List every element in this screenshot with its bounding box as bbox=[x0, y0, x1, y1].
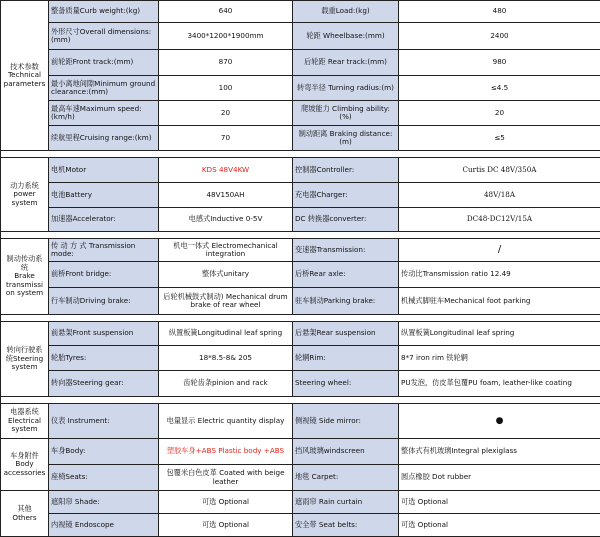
spec-value: ≤4.5 bbox=[399, 76, 600, 101]
spec-value: 包覆米白色皮革 Coated with beige leather bbox=[159, 465, 293, 491]
spec-label: 轮辋Rim: bbox=[293, 346, 399, 371]
spec-label: 整备质量Curb weight:(kg) bbox=[49, 1, 159, 23]
spec-value: 齿轮齿条pinion and rack bbox=[159, 371, 293, 397]
spec-label: Steering wheel: bbox=[293, 371, 399, 397]
category-others: 其他 Others bbox=[1, 491, 49, 537]
spec-value: 塑胶车身+ABS Plastic body +ABS bbox=[159, 439, 293, 465]
spec-value: 20 bbox=[159, 101, 293, 126]
section-gap bbox=[1, 315, 600, 322]
spec-value: KDS 48V4KW bbox=[159, 158, 293, 183]
section-gap bbox=[1, 397, 600, 404]
spec-value: 3400*1200*1900mm bbox=[159, 23, 293, 50]
spec-label: 遮雨帘 Rain curtain bbox=[293, 491, 399, 514]
spec-value: 机械式脚驻车Mechanical foot parking bbox=[399, 288, 600, 315]
spec-label: 载重Load:(kg) bbox=[293, 1, 399, 23]
spec-label: 前轮距Front track:(mm) bbox=[49, 50, 159, 76]
spec-label: 转向器Steering gear: bbox=[49, 371, 159, 397]
spec-label: 座椅Seats: bbox=[49, 465, 159, 491]
spec-label: 电机Motor bbox=[49, 158, 159, 183]
spec-value: 可选 Optional bbox=[399, 491, 600, 514]
spec-value: 100 bbox=[159, 76, 293, 101]
spec-value: DC48-DC12V/15A bbox=[399, 208, 600, 232]
spec-label: 加速器Accelerator: bbox=[49, 208, 159, 232]
spec-value: 机电一体式 Electromechanical integration bbox=[159, 239, 293, 262]
spec-value: 整体式unitary bbox=[159, 262, 293, 288]
spec-label: 安全带 Seat belts: bbox=[293, 514, 399, 537]
spec-value: 980 bbox=[399, 50, 600, 76]
spec-value: 2400 bbox=[399, 23, 600, 50]
section-gap bbox=[1, 151, 600, 158]
spec-label: 变速器Transmission: bbox=[293, 239, 399, 262]
spec-value: 纵置板簧Longitudinal leaf spring bbox=[399, 322, 600, 346]
spec-value: 70 bbox=[159, 126, 293, 151]
category-body: 车身附件 Body accessories bbox=[1, 439, 49, 491]
spec-value: 后轮机械鼓式制动) Mechanical drum brake of rear wheel bbox=[159, 288, 293, 315]
spec-label: 后桥Rear axle: bbox=[293, 262, 399, 288]
spec-label: 车身Body: bbox=[49, 439, 159, 465]
spec-label: 前桥Front bridge: bbox=[49, 262, 159, 288]
spec-label: 挡风玻璃windscreen bbox=[293, 439, 399, 465]
spec-label: 最高车速Maximum speed:(km/h) bbox=[49, 101, 159, 126]
spec-label: 地毯 Carpet: bbox=[293, 465, 399, 491]
category-brake: 制动传动系统 Brake transmissi on system bbox=[1, 239, 49, 315]
spec-label: 转弯半径 Turning radius:(m) bbox=[293, 76, 399, 101]
spec-value: 48V150AH bbox=[159, 183, 293, 208]
spec-value: PU发泡，仿皮革包覆PU foam, leather-like coating bbox=[399, 371, 600, 397]
spec-label: 传 动 方 式 Transmission mode: bbox=[49, 239, 159, 262]
spec-label: 内视镜 Endoscope bbox=[49, 514, 159, 537]
spec-label: 后轮距 Rear track:(mm) bbox=[293, 50, 399, 76]
spec-label: DC 转换器converter: bbox=[293, 208, 399, 232]
spec-value: 20 bbox=[399, 101, 600, 126]
spec-value: 可选 Optional bbox=[159, 514, 293, 537]
spec-value: 870 bbox=[159, 50, 293, 76]
spec-value: 640 bbox=[159, 1, 293, 23]
side-mirror-bullet: ● bbox=[399, 404, 600, 439]
category-steering: 转向行驶系统Steering system bbox=[1, 322, 49, 397]
spec-value: 可选 Optional bbox=[399, 514, 600, 537]
spec-label: 轮胎Tyres: bbox=[49, 346, 159, 371]
spec-value: 整体式有机玻璃Integral plexiglass bbox=[399, 439, 600, 465]
spec-label: 仪表 Instrument: bbox=[49, 404, 159, 439]
spec-label: 最小离地间隙Minimum ground clearance:(mm) bbox=[49, 76, 159, 101]
spec-value: 18*8.5-8& 205 bbox=[159, 346, 293, 371]
spec-value: / bbox=[399, 239, 600, 262]
spec-label: 制动距离 Braking distance:(m) bbox=[293, 126, 399, 151]
spec-value: 传动比Transmission ratio 12.49 bbox=[399, 262, 600, 288]
spec-label: 遮阳帘 Shade: bbox=[49, 491, 159, 514]
spec-label: 电池Battery bbox=[49, 183, 159, 208]
spec-label: 后悬架Rear suspension bbox=[293, 322, 399, 346]
spec-label: 行车制动Driving brake: bbox=[49, 288, 159, 315]
spec-value: 电量显示 Electric quantity display bbox=[159, 404, 293, 439]
spec-label: 爬坡能力 Climbing ability:(%) bbox=[293, 101, 399, 126]
spec-value: 480 bbox=[399, 1, 600, 23]
spec-label: 前悬架Front suspension bbox=[49, 322, 159, 346]
spec-value: ≤5 bbox=[399, 126, 600, 151]
spec-value: Curtis DC 48V/350A bbox=[399, 158, 600, 183]
spec-label: 外形尺寸Overall dimensions:(mm) bbox=[49, 23, 159, 50]
spec-value: 电感式Inductive 0-5V bbox=[159, 208, 293, 232]
spec-label: 驻车制动Parking brake: bbox=[293, 288, 399, 315]
spec-label: 轮距 Wheelbase:(mm) bbox=[293, 23, 399, 50]
spec-label: 控制器Controller: bbox=[293, 158, 399, 183]
category-technical: 技术参数 Technical parameters bbox=[1, 1, 49, 151]
spec-value: 可选 Optional bbox=[159, 491, 293, 514]
category-electrical: 电器系统 Electrical system bbox=[1, 404, 49, 439]
spec-value: 8*7 iron rim 铁轮辋 bbox=[399, 346, 600, 371]
spec-value: 圆点橡胶 Dot rubber bbox=[399, 465, 600, 491]
category-power: 动力系统 power system bbox=[1, 158, 49, 232]
spec-label: 侧视镜 Side mirror: bbox=[293, 404, 399, 439]
section-gap bbox=[1, 232, 600, 239]
spec-value: 48V/18A bbox=[399, 183, 600, 208]
spec-label: 充电器Charger: bbox=[293, 183, 399, 208]
spec-label: 续航里程Cruising range:(km) bbox=[49, 126, 159, 151]
spec-value: 纵置板簧Longitudinal leaf spring bbox=[159, 322, 293, 346]
